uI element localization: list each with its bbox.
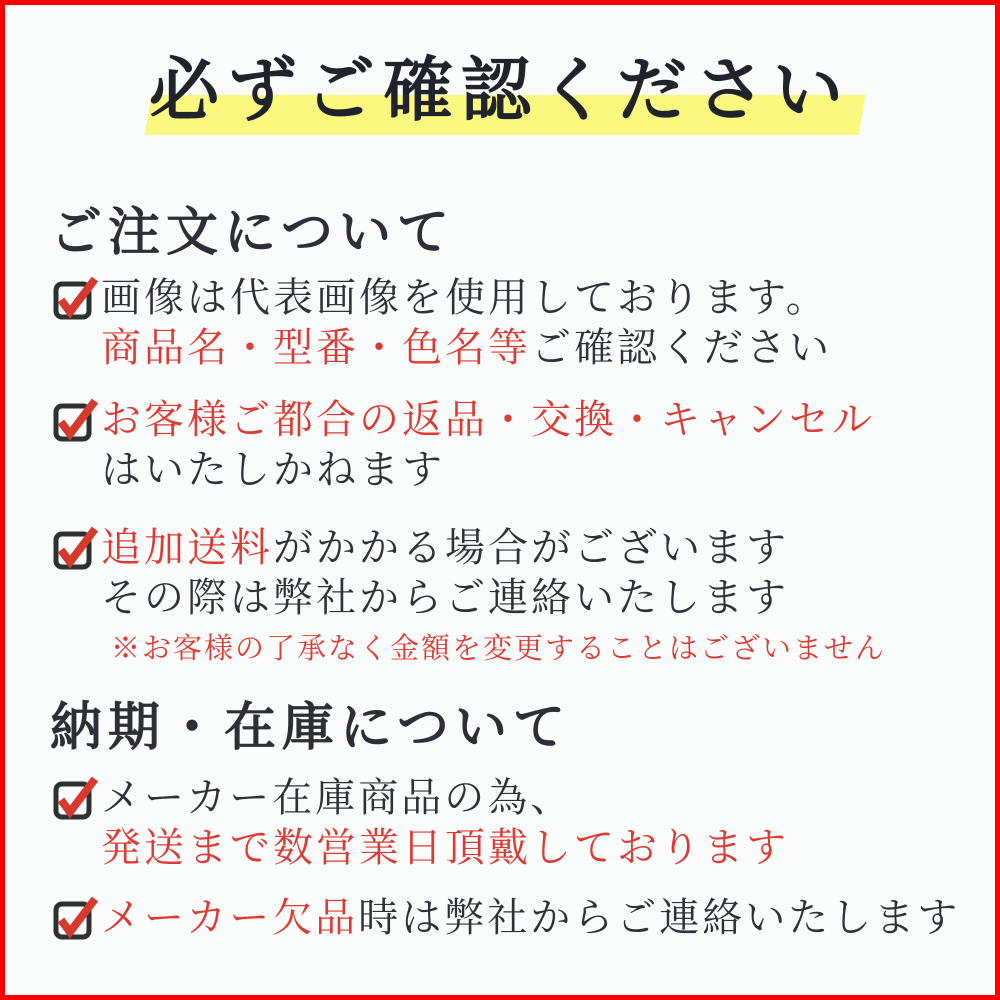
- checklist-item: [53, 523, 886, 665]
- checkbox-checked-icon: [53, 775, 99, 821]
- item-text-segment: 画像は代表画像を使用しております。: [101, 275, 829, 321]
- item-text-segment: 時は弊社からご連絡いたします: [358, 895, 961, 941]
- checklist-item: [53, 395, 875, 495]
- checklist-item: [53, 273, 832, 373]
- page-title: 必ずご確認ください: [149, 48, 851, 131]
- item-text-segment: お客様ご都合の返品・交換・キャンセル: [101, 397, 875, 443]
- section-heading-orders: ご注文について: [50, 202, 455, 263]
- item-text-segment: 追加送料: [101, 525, 273, 571]
- item-text-segment: 発送まで数営業日頂戴しております: [101, 825, 789, 871]
- item-text-segment: メーカー在庫商品の為、: [101, 775, 574, 821]
- item-text-segment: メーカー欠品: [101, 895, 359, 941]
- item-text: [101, 773, 789, 873]
- checkbox-checked-icon: [53, 895, 99, 941]
- item-text: [101, 893, 960, 943]
- checklist-item: [53, 773, 789, 873]
- item-text: [101, 273, 832, 373]
- item-text-segment: はいたしかねます: [101, 447, 445, 493]
- checkbox-checked-icon: [53, 397, 99, 443]
- item-text-segment: 商品名・型番・色名等: [101, 325, 531, 371]
- section-heading-stock: 納期・在庫について: [50, 697, 571, 758]
- item-text: [101, 523, 886, 665]
- checklist-item: [53, 893, 960, 943]
- checkbox-checked-icon: [53, 275, 99, 321]
- item-text-segment: がかかる場合がございます: [273, 525, 789, 571]
- item-text-segment: ご確認ください: [531, 325, 832, 371]
- checkbox-checked-icon: [53, 525, 99, 571]
- item-text: [101, 395, 875, 495]
- item-text-segment: その際は弊社からご連絡いたします: [101, 575, 789, 621]
- title-area: [5, 35, 995, 145]
- note-text: ※お客様の了承なく金額を変更することはございません: [111, 631, 887, 665]
